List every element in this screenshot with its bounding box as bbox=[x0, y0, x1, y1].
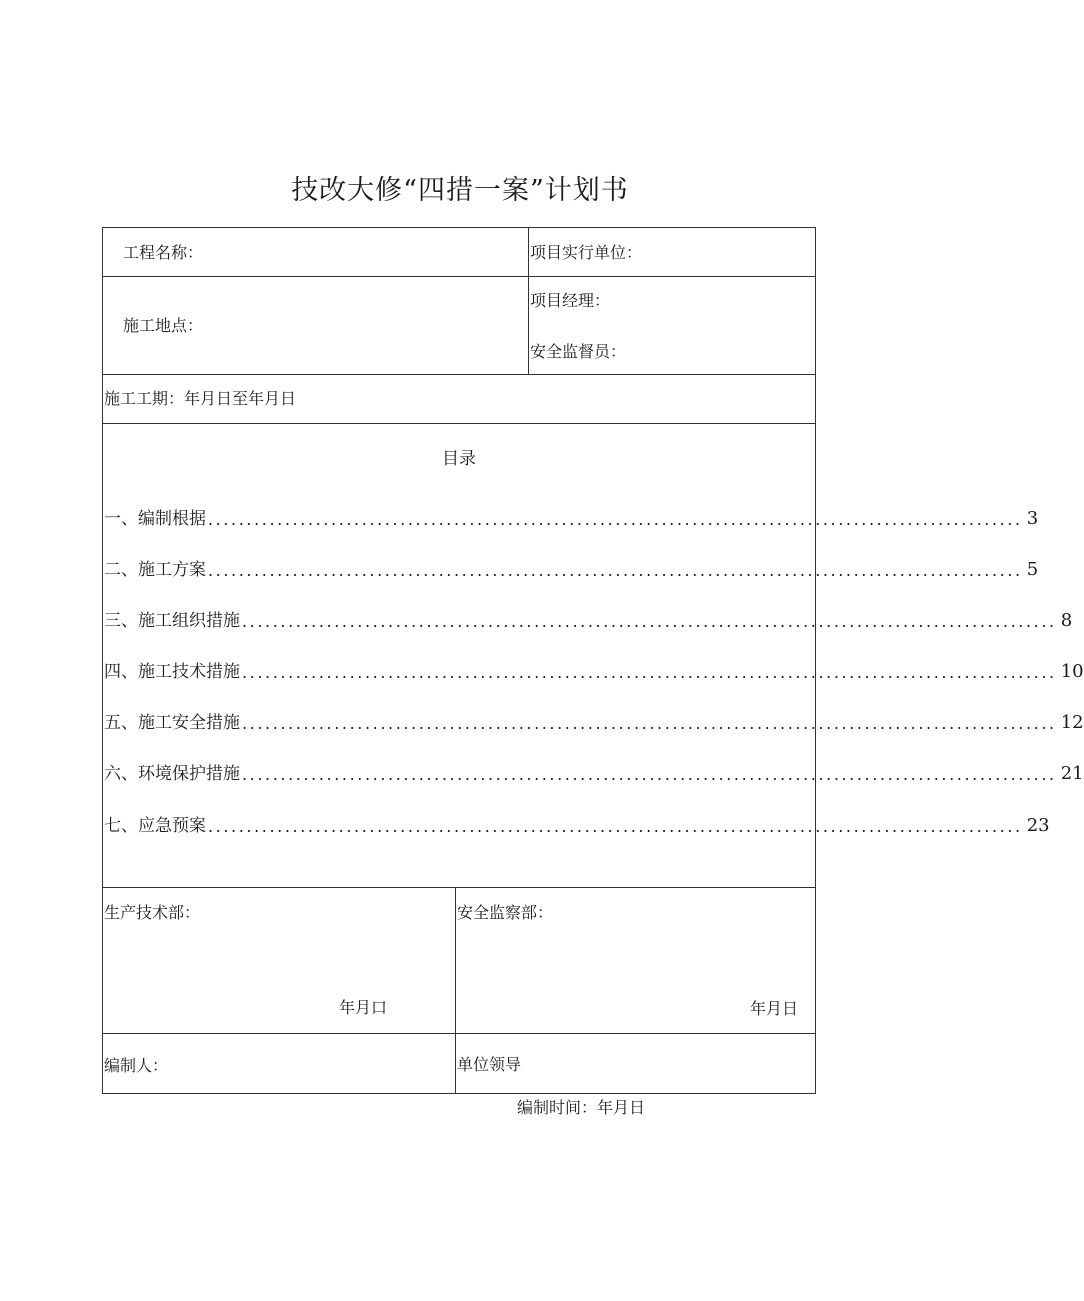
row-divider-4 bbox=[102, 887, 816, 888]
toc-leader-dots: .......................................................................................................... bbox=[208, 561, 1023, 580]
toc-entry bbox=[104, 661, 1084, 683]
safety-supervisor-label: 安全监督员： bbox=[530, 342, 627, 361]
toc-leader-dots: .......................................................................................................... bbox=[208, 510, 1023, 529]
toc-leader-dots: .......................................................................................................... bbox=[242, 663, 1057, 682]
toc-entry-label: 七、应急预案 bbox=[104, 816, 206, 836]
toc-entry bbox=[104, 712, 1084, 734]
toc-entry-label: 五、施工安全措施 bbox=[104, 713, 240, 733]
project-manager-label: 项目经理： bbox=[530, 291, 611, 310]
compile-time: 编制时间：年月日 bbox=[517, 1098, 646, 1117]
toc-leader-dots: .......................................................................................................... bbox=[242, 714, 1057, 733]
toc-entry-label: 一、编制根据 bbox=[104, 509, 206, 529]
toc-leader-dots: .......................................................................................................... bbox=[242, 765, 1057, 784]
row-divider-2 bbox=[102, 374, 816, 375]
toc-entry-page: 12 bbox=[1060, 712, 1084, 733]
compiler-label: 编制人： bbox=[104, 1056, 169, 1075]
construction-period: 施工工期：年月日至年月日 bbox=[104, 389, 297, 408]
toc-entry-page: 8 bbox=[1060, 610, 1073, 631]
toc-heading: 目录 bbox=[442, 449, 476, 469]
row-divider-1 bbox=[102, 276, 816, 277]
unit-leader-label: 单位领导 bbox=[457, 1055, 522, 1074]
implementing-unit-label: 项目实行单位： bbox=[530, 243, 643, 262]
toc-entry bbox=[104, 763, 1084, 785]
toc-entry-page: 3 bbox=[1026, 508, 1039, 529]
toc-entry-page: 21 bbox=[1060, 763, 1084, 784]
document-title: 技改大修“四措一案”计划书 bbox=[291, 175, 629, 206]
toc-entry-label: 三、施工组织措施 bbox=[104, 611, 240, 631]
column-divider-top bbox=[528, 227, 529, 374]
toc-entry bbox=[104, 559, 1039, 581]
toc-entry-page: 23 bbox=[1026, 815, 1050, 836]
toc-entry bbox=[104, 815, 1050, 837]
production-tech-dept-label: 生产技术部： bbox=[104, 903, 201, 922]
toc-entry-page: 10 bbox=[1060, 661, 1084, 682]
safety-supervision-dept-date: 年月日 bbox=[750, 999, 799, 1018]
toc-entry-label: 二、施工方案 bbox=[104, 560, 206, 580]
safety-supervision-dept-label: 安全监察部： bbox=[457, 903, 554, 922]
column-divider-bottom bbox=[455, 887, 456, 1094]
construction-site-label: 施工地点： bbox=[123, 316, 204, 335]
toc-entry bbox=[104, 610, 1073, 632]
project-name-label: 工程名称： bbox=[123, 243, 204, 262]
row-divider-3 bbox=[102, 423, 816, 424]
toc-leader-dots: .......................................................................................................... bbox=[242, 612, 1057, 631]
toc-leader-dots: .......................................................................................................... bbox=[208, 817, 1023, 836]
toc-entry-page: 5 bbox=[1026, 559, 1039, 580]
production-tech-dept-date: 年月口 bbox=[339, 998, 388, 1017]
row-divider-5 bbox=[102, 1033, 816, 1034]
toc-entry bbox=[104, 508, 1039, 530]
toc-entry-label: 六、环境保护措施 bbox=[104, 764, 240, 784]
toc-entry-label: 四、施工技术措施 bbox=[104, 662, 240, 682]
